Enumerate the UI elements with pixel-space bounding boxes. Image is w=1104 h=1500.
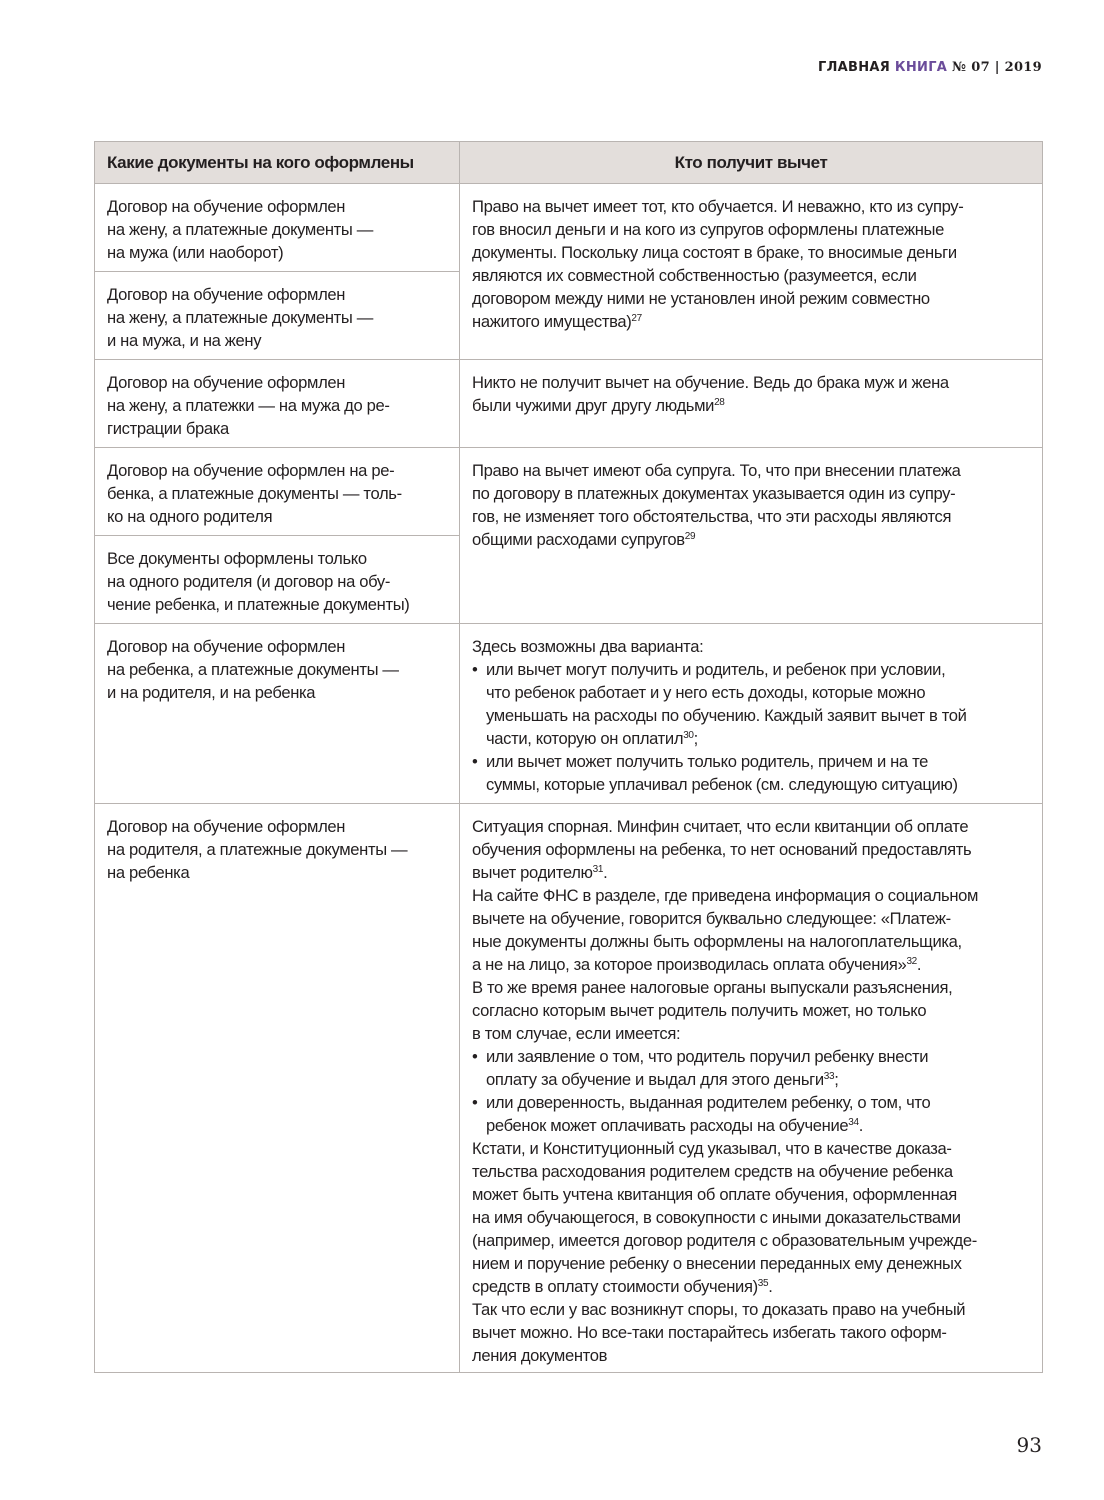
text-line	[472, 264, 1030, 287]
text-segment: Все документы оформлены только	[107, 549, 367, 568]
text-segment: чение ребенка, и платежные документы)	[107, 595, 410, 614]
text-segment: договором между ними не установлен иной режим совместно	[472, 289, 930, 308]
table-header-row	[95, 142, 1043, 184]
text-line	[107, 570, 447, 593]
footnote-ref: 29	[684, 531, 696, 542]
table-row	[95, 360, 1043, 448]
text-segment: бенка, а платежные документы — толь-	[107, 484, 402, 503]
table-row	[95, 624, 1043, 804]
text-line	[472, 930, 1030, 953]
text-segment: ления документов	[472, 1346, 608, 1365]
text-segment: Ситуация спорная. Минфин считает, что если квитанции об оплате	[472, 817, 969, 836]
text-segment: оплату за обучение и выдал для этого деньги	[486, 1070, 824, 1089]
text-line	[107, 218, 447, 241]
text-line	[472, 1229, 1030, 1252]
text-segment: суммы, которые уплачивал ребенок (см. следующую ситуацию)	[486, 775, 958, 794]
cell-recipient	[460, 624, 1043, 804]
text-line	[472, 1091, 1030, 1114]
text-line	[107, 593, 447, 616]
cell-recipient	[460, 448, 1043, 624]
text-segment: на жену, а платежные документы —	[107, 308, 374, 327]
text-line	[107, 394, 447, 417]
text-line	[472, 815, 1030, 838]
footnote-ref: 31	[592, 864, 604, 875]
text-segment: общими расходами супругов	[472, 530, 685, 549]
text-line	[472, 1344, 1030, 1367]
text-segment: вычет можно. Но все-таки постарайтесь избегать такого оформ-	[472, 1323, 947, 1342]
text-line	[472, 1045, 1030, 1068]
text-line	[107, 195, 447, 218]
text-segment: .	[858, 1116, 863, 1135]
text-segment: по договору в платежных документах указывается один из супру-	[472, 484, 956, 503]
cell-documents	[95, 804, 460, 1373]
text-segment: на жену, а платежки — на мужа до ре-	[107, 396, 390, 415]
text-segment: Кстати, и Конституционный суд указывал, что в качестве доказа-	[472, 1139, 952, 1158]
text-segment: тельства расходования родителем средств на обучение ребенка	[472, 1162, 953, 1181]
bullet-icon: •	[472, 1093, 478, 1112]
text-segment: может быть учтена квитанция об оплате обучения, оформленная	[472, 1185, 957, 1204]
text-segment: Договор на обучение оформлен	[107, 637, 346, 656]
text-line	[472, 241, 1030, 264]
text-line	[472, 1252, 1030, 1275]
brand-name-part2: КНИГА	[894, 60, 948, 75]
text-line	[472, 953, 1030, 976]
text-line	[107, 329, 447, 352]
text-segment: документы. Поскольку лица состоят в браке, то вносимые деньги	[472, 243, 957, 262]
text-segment: Договор на обучение оформлен	[107, 817, 346, 836]
footnote-ref: 34	[848, 1117, 859, 1128]
text-line	[472, 218, 1030, 241]
text-segment: на мужа (или наоборот)	[107, 243, 284, 262]
text-segment: На сайте ФНС в разделе, где приведена информация о социальном	[472, 886, 979, 905]
text-segment: гов, не изменяет того обстоятельства, что эти расходы являются	[472, 507, 952, 526]
text-line	[107, 815, 447, 838]
text-line	[472, 750, 1030, 773]
text-line	[472, 482, 1030, 505]
text-segment: а не на лицо, за которое производилась оплата обучения»	[472, 955, 907, 974]
text-line	[472, 704, 1030, 727]
text-segment: Договор на обучение оформлен	[107, 285, 346, 304]
cell-recipient	[460, 360, 1043, 448]
text-segment: .	[603, 863, 608, 882]
page-number: 93	[1016, 1433, 1042, 1457]
text-line	[472, 505, 1030, 528]
deduction-table	[94, 141, 1043, 1373]
text-segment: Право на вычет имеют оба супруга. То, что при внесении платежа	[472, 461, 961, 480]
text-segment: Никто не получит вычет на обучение. Ведь до брака муж и жена	[472, 373, 949, 392]
cell-documents	[95, 624, 460, 804]
table-row	[95, 804, 1043, 1373]
text-line	[107, 547, 447, 570]
text-line	[472, 773, 1030, 796]
cell-recipient	[460, 184, 1043, 360]
text-segment: были чужими друг другу людьми	[472, 396, 715, 415]
text-line	[107, 635, 447, 658]
bullet-icon: •	[472, 1047, 478, 1066]
text-line	[472, 394, 1030, 417]
text-segment: и на мужа, и на жену	[107, 331, 262, 350]
text-line	[472, 1160, 1030, 1183]
cell-documents	[95, 536, 460, 624]
text-segment: обучения оформлены на ребенка, то нет оснований предоставлять	[472, 840, 972, 859]
footnote-ref: 32	[906, 956, 917, 967]
magazine-header	[818, 60, 1042, 75]
table-row	[95, 448, 1043, 536]
text-segment: В то же время ранее налоговые органы выпускали разъяснения,	[472, 978, 953, 997]
text-line	[472, 1068, 1030, 1091]
text-segment: Договор на обучение оформлен	[107, 373, 346, 392]
text-line	[472, 1183, 1030, 1206]
cell-documents	[95, 360, 460, 448]
text-line	[472, 884, 1030, 907]
text-line	[472, 1114, 1030, 1137]
footnote-ref: 28	[714, 397, 725, 408]
bullet-icon: •	[472, 660, 478, 679]
text-segment: .	[768, 1277, 773, 1296]
text-segment: или заявление о том, что родитель поручил ребенку внести	[486, 1047, 929, 1066]
text-line	[472, 459, 1030, 482]
text-segment: вычете на обучение, говорится буквально следующее: «Платеж-	[472, 909, 951, 928]
cell-recipient	[460, 804, 1043, 1373]
text-line	[472, 1321, 1030, 1344]
text-segment: ребенок может оплачивать расходы на обучение	[486, 1116, 849, 1135]
text-line	[472, 635, 1030, 658]
text-segment: на одного родителя (и договор на обу-	[107, 572, 391, 591]
text-segment: ные документы должны быть оформлены на налогоплательщика,	[472, 932, 962, 951]
column-header-documents: Какие документы на кого оформлены	[95, 142, 460, 184]
footnote-ref: 35	[757, 1278, 769, 1289]
text-segment: ;	[834, 1070, 839, 1089]
text-line	[472, 861, 1030, 884]
cell-documents	[95, 184, 460, 272]
text-segment: Здесь возможны два варианта:	[472, 637, 704, 656]
column-header-recipient: Кто получит вычет	[460, 142, 1043, 184]
text-segment: на имя обучающегося, в совокупности с иными доказательствами	[472, 1208, 961, 1227]
text-segment: на жену, а платежные документы —	[107, 220, 374, 239]
text-segment: согласно которым вычет родитель получить может, но только	[472, 1001, 927, 1020]
text-line	[472, 1275, 1030, 1298]
brand-name-part1: ГЛАВНАЯ	[817, 60, 891, 75]
text-line	[107, 371, 447, 394]
text-segment: на ребенка	[107, 863, 190, 882]
text-line	[472, 976, 1030, 999]
text-segment: ко на одного родителя	[107, 507, 273, 526]
text-segment: ;	[693, 729, 698, 748]
text-line	[107, 838, 447, 861]
text-segment: являются их совместной собственностью (разумеется, если	[472, 266, 917, 285]
text-line	[107, 861, 447, 884]
text-segment: нажитого имущества)	[472, 312, 632, 331]
text-segment: в том случае, если имеется:	[472, 1024, 681, 1043]
table-row	[95, 184, 1043, 272]
text-line	[472, 195, 1030, 218]
text-segment: вычет родителю	[472, 863, 593, 882]
bullet-icon: •	[472, 752, 478, 771]
text-segment: средств в оплату стоимости обучения)	[472, 1277, 758, 1296]
text-segment: гов вносил деньги и на кого из супругов оформлены платежные	[472, 220, 945, 239]
issue-number: № 07 | 2019	[951, 60, 1042, 75]
text-segment: на ребенка, а платежные документы —	[107, 660, 399, 679]
cell-documents	[95, 272, 460, 360]
text-line	[472, 1298, 1030, 1321]
text-segment: уменьшать на расходы по обучению. Каждый заявит вычет в той	[486, 706, 967, 725]
text-line	[472, 658, 1030, 681]
text-line	[107, 306, 447, 329]
footnote-ref: 30	[683, 730, 694, 741]
text-line	[472, 287, 1030, 310]
text-line	[107, 417, 447, 440]
text-segment: или доверенность, выданная родителем ребенку, о том, что	[486, 1093, 931, 1112]
text-segment: на родителя, а платежные документы —	[107, 840, 408, 859]
text-line	[107, 658, 447, 681]
text-segment: (например, имеется договор родителя с образовательным учрежде-	[472, 1231, 977, 1250]
text-segment: гистрации брака	[107, 419, 229, 438]
text-line	[472, 371, 1030, 394]
text-segment: Договор на обучение оформлен на ре-	[107, 461, 395, 480]
text-line	[472, 1022, 1030, 1045]
footnote-ref: 33	[823, 1071, 835, 1082]
text-segment: или вычет могут получить и родитель, и ребенок при условии,	[486, 660, 946, 679]
text-line	[472, 681, 1030, 704]
text-segment: что ребенок работает и у него есть доходы, которые можно	[486, 683, 926, 702]
text-line	[472, 907, 1030, 930]
text-segment: Право на вычет имеет тот, кто обучается. И неважно, кто из супру-	[472, 197, 964, 216]
text-line	[472, 999, 1030, 1022]
footnote-ref: 27	[631, 313, 642, 324]
text-line	[107, 681, 447, 704]
text-line	[472, 727, 1030, 750]
text-line	[472, 310, 1030, 333]
text-segment: и на родителя, и на ребенка	[107, 683, 316, 702]
text-line	[472, 1206, 1030, 1229]
text-segment: .	[916, 955, 922, 974]
text-segment: Так что если у вас возникнут споры, то доказать право на учебный	[472, 1300, 966, 1319]
text-line	[107, 505, 447, 528]
text-segment: или вычет может получить только родитель, причем и на те	[486, 752, 929, 771]
text-line	[107, 459, 447, 482]
text-line	[107, 241, 447, 264]
text-segment: нием и поручение ребенку о внесении переданных ему денежных	[472, 1254, 962, 1273]
text-segment: Договор на обучение оформлен	[107, 197, 346, 216]
text-line	[472, 528, 1030, 551]
text-line	[107, 482, 447, 505]
text-line	[472, 1137, 1030, 1160]
text-line	[472, 838, 1030, 861]
text-line	[107, 283, 447, 306]
cell-documents	[95, 448, 460, 536]
text-segment: части, которую он оплатил	[486, 729, 684, 748]
